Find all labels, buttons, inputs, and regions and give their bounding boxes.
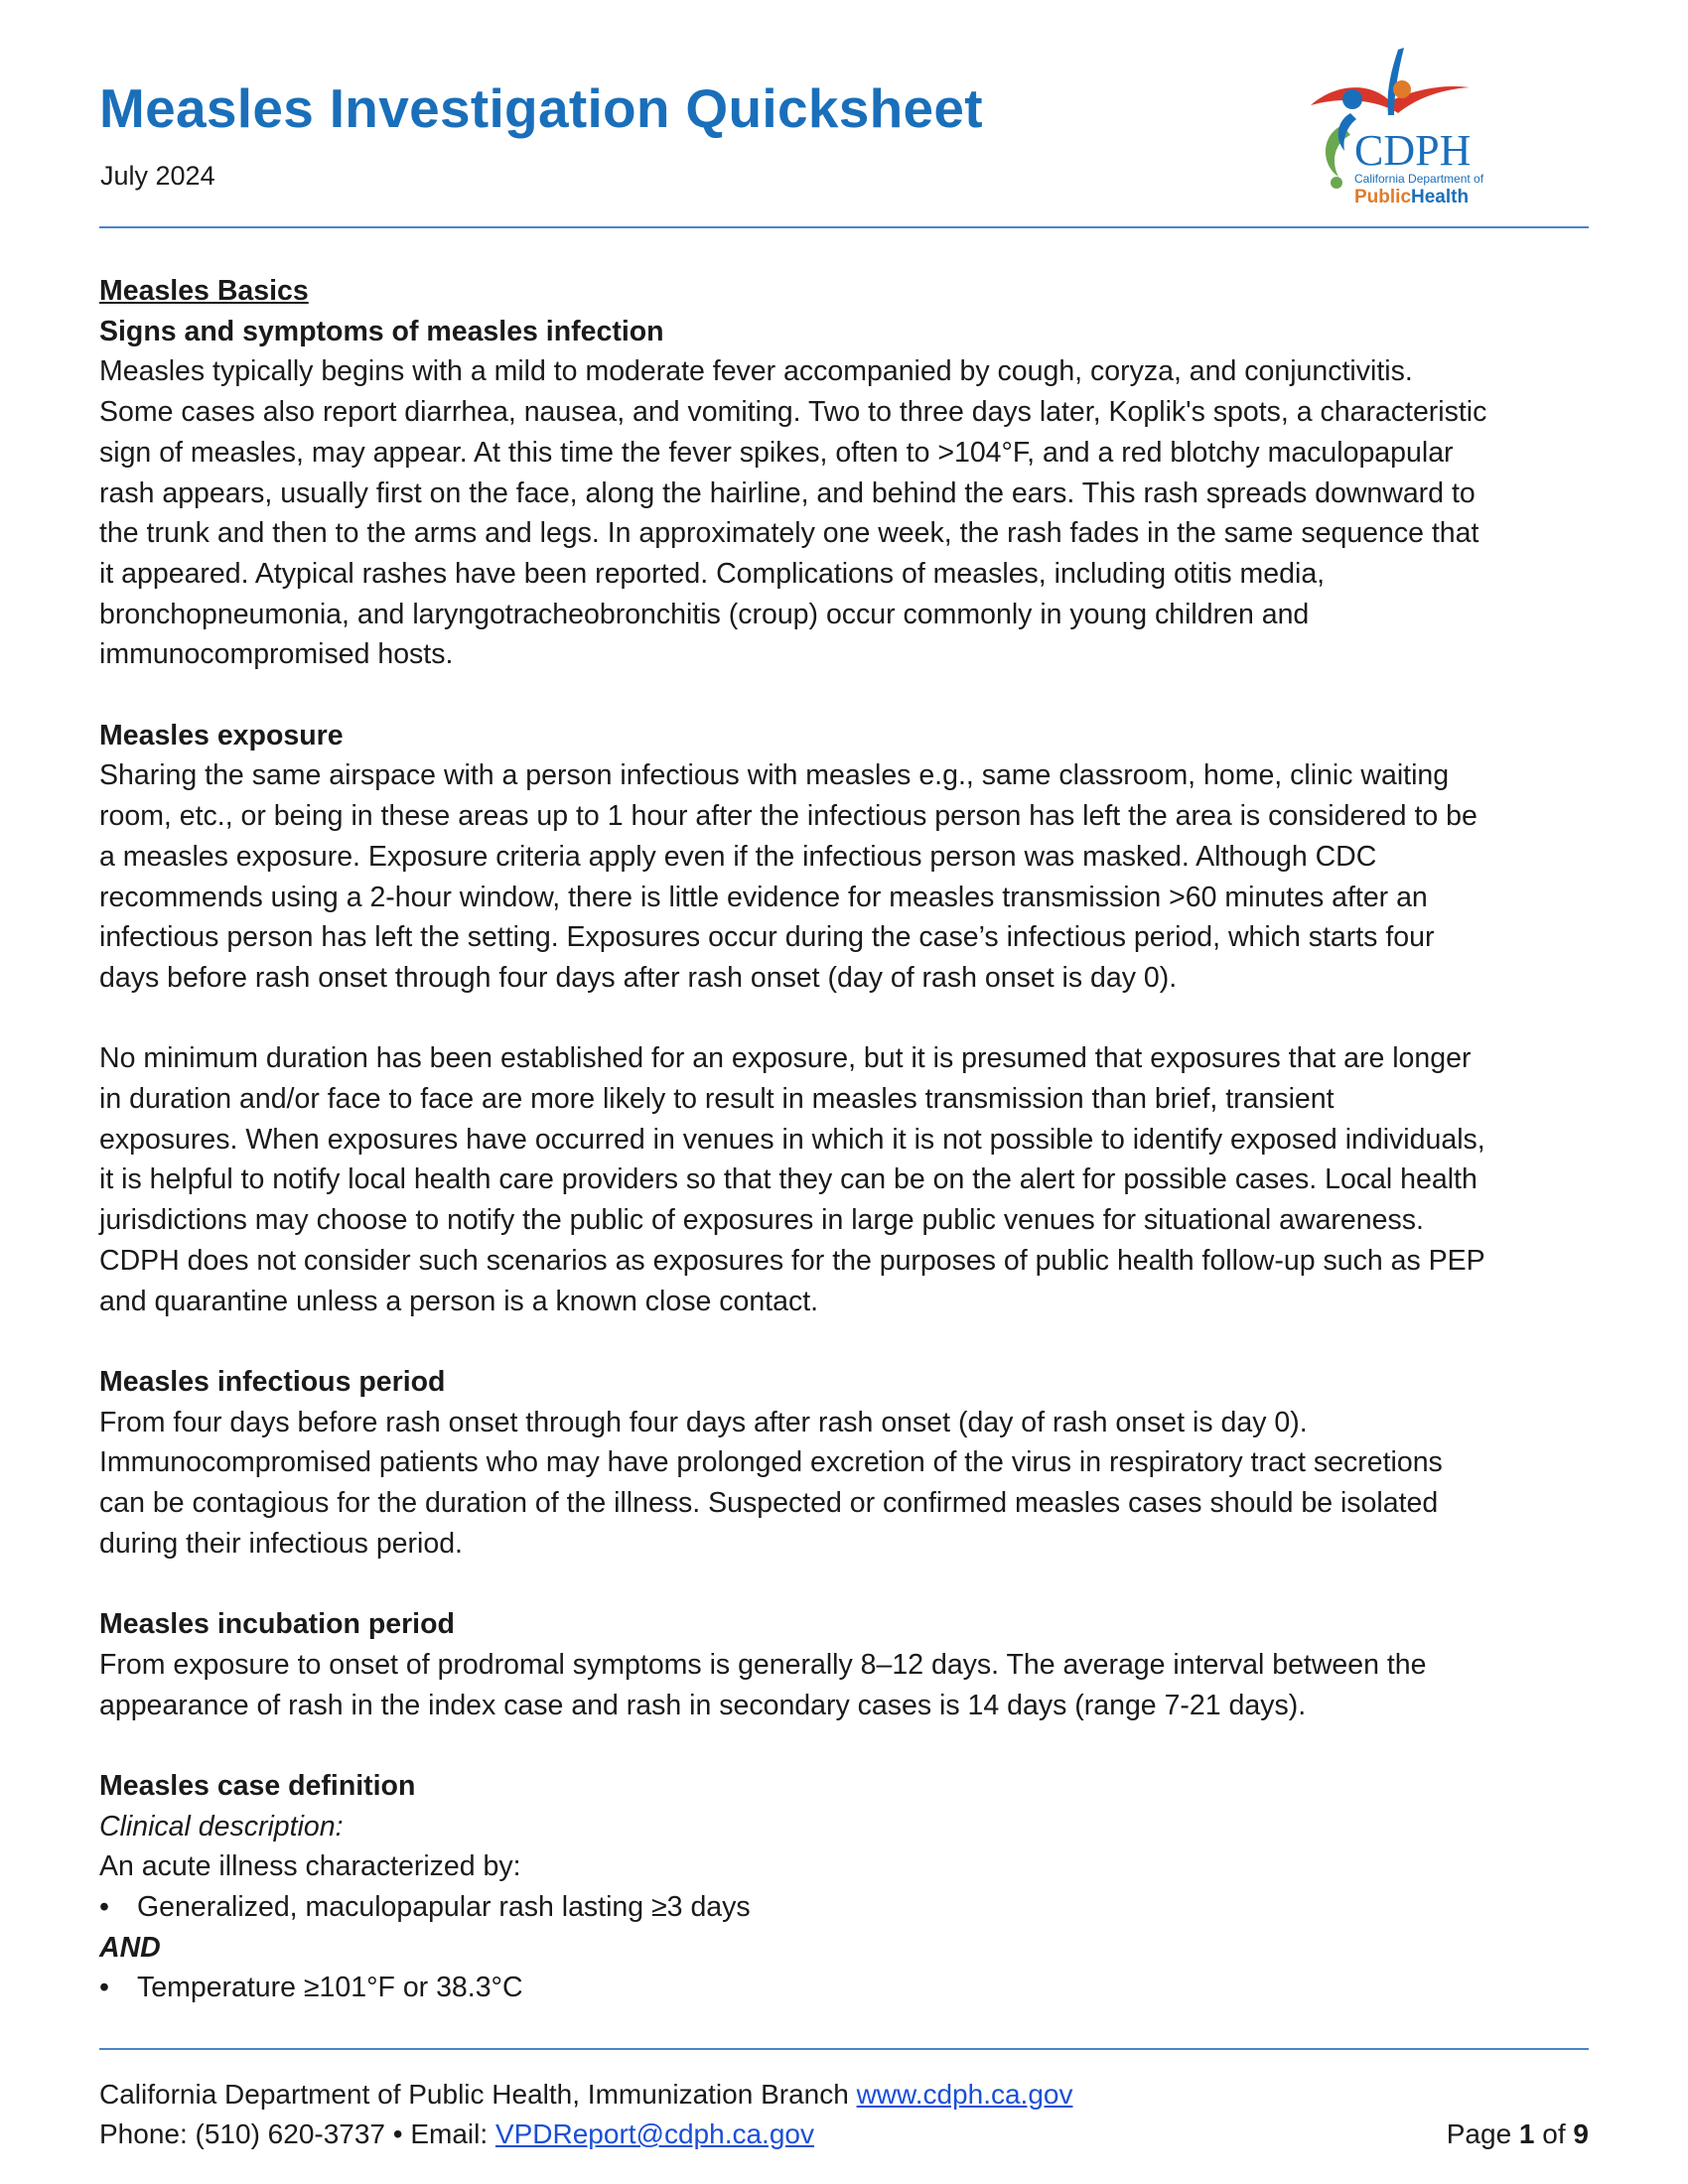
- and-connector: AND: [99, 1931, 161, 1964]
- cdph-logo: [1291, 44, 1509, 212]
- footer-divider: [99, 2048, 1589, 2050]
- exposure-duration-line: exposures. When exposures have occurred in venues in which it is not possible to identify exposed individuals,: [99, 1123, 1485, 1156]
- logo-health-word: Health: [1411, 187, 1470, 207]
- exposure-duration-line: No minimum duration has been established for an exposure, but it is presumed that exposures that are longer: [99, 1042, 1472, 1075]
- exposure-duration-line: in duration and/or face to face are more likely to result in measles transmission than brief, transient: [99, 1083, 1335, 1116]
- criteria-list: [99, 1968, 1589, 2008]
- exposure-duration-line: CDPH does not consider such scenarios as exposures for the purposes of public health follow-up such as PEP: [99, 1244, 1485, 1277]
- infectious-line: during their infectious period.: [99, 1527, 463, 1560]
- criteria-text: Temperature ≥101°F or 38.3°C: [137, 1972, 523, 2004]
- heading-exposure: Measles exposure: [99, 719, 344, 751]
- signs-line: immunocompromised hosts.: [99, 638, 454, 671]
- criteria-text: Generalized, maculopapular rash lasting ≥3 days: [137, 1891, 751, 1924]
- footer-phone-text: Phone: (510) 620-3737 • Email:: [99, 2118, 495, 2149]
- infectious-line: From four days before rash onset through four days after rash onset (day of rash onset is day 0).: [99, 1406, 1308, 1438]
- page-label: Page: [1446, 2118, 1519, 2149]
- exposure-duration-line: it is helpful to notify local health care providers so that they can be on the alert for possible cases. Local health: [99, 1163, 1477, 1196]
- page-current: 1: [1518, 2118, 1535, 2149]
- exposure-line: days before rash onset through four days after rash onset (day of rash onset is day 0).: [99, 961, 1178, 994]
- signs-line: Measles typically begins with a mild to moderate fever accompanied by cough, coryza, and conjunctivitis.: [99, 355, 1413, 388]
- exposure-line: room, etc., or being in these areas up to 1 hour after the infectious person has left the area is considered to be: [99, 800, 1477, 833]
- footer-org-line: [99, 2075, 1589, 2115]
- page-total: 9: [1573, 2118, 1589, 2149]
- heading-infectious-period: Measles infectious period: [99, 1365, 446, 1398]
- footer-contact-line: [99, 2115, 1589, 2154]
- logo-orange-head: [1393, 80, 1411, 98]
- infectious-line: can be contagious for the duration of the illness. Suspected or confirmed measles cases should be isolated: [99, 1487, 1439, 1520]
- document-date: July 2024: [100, 161, 215, 191]
- infectious-line: Immunocompromised patients who may have prolonged excretion of the virus in respiratory tract secretions: [99, 1446, 1443, 1479]
- logo-org-name: CDPH: [1354, 126, 1472, 175]
- logo-public-word: Public: [1354, 187, 1412, 207]
- header-divider: [99, 226, 1589, 228]
- paragraph-gap: [99, 675, 1589, 716]
- exposure-duration-line: jurisdictions may choose to notify the public of exposures in large public venues for situational awareness.: [99, 1204, 1424, 1237]
- logo-green-dot: [1331, 177, 1342, 189]
- incubation-line: From exposure to onset of prodromal symptoms is generally 8–12 days. The average interval between the: [99, 1648, 1427, 1681]
- incubation-line: appearance of rash in the index case and rash in secondary cases is 14 days (range 7-21 days).: [99, 1689, 1307, 1721]
- footer-org-text: California Department of Public Health, Immunization Branch: [99, 2079, 857, 2110]
- heading-incubation-period: Measles incubation period: [99, 1608, 455, 1641]
- logo-blue-head: [1342, 89, 1362, 109]
- signs-line: Some cases also report diarrhea, nausea, and vomiting. Two to three days later, Koplik's spots, a characteristic: [99, 396, 1487, 429]
- page-of: of: [1534, 2118, 1574, 2149]
- email-link[interactable]: VPDReport@cdph.ca.gov: [494, 2118, 814, 2149]
- paragraph-gap: [99, 999, 1589, 1039]
- clinical-intro: An acute illness characterized by:: [99, 1850, 521, 1883]
- website-link[interactable]: www.cdph.ca.gov: [856, 2079, 1073, 2110]
- signs-line: the trunk and then to the arms and legs. In approximately one week, the rash fades in the same sequence that: [99, 517, 1479, 550]
- logo-org-full: California Department of: [1354, 172, 1484, 186]
- document-body: [99, 271, 1589, 2008]
- logo-green-swirl: [1326, 125, 1350, 177]
- signs-line: bronchopneumonia, and laryngotracheobronchitis (croup) occur commonly in young children and: [99, 598, 1310, 630]
- section-title-basics: Measles Basics: [99, 275, 309, 307]
- signs-line: sign of measles, may appear. At this time the fever spikes, often to >104°F, and a red blotchy maculopapular: [99, 436, 1454, 469]
- exposure-line: a measles exposure. Exposure criteria apply even if the infectious person was masked. Although CDC: [99, 840, 1377, 873]
- exposure-line: Sharing the same airspace with a person infectious with measles e.g., same classroom, home, clinic waiting: [99, 759, 1450, 792]
- paragraph-gap: [99, 1725, 1589, 1766]
- page-footer: [99, 2075, 1589, 2154]
- bullet-icon: •: [99, 1972, 109, 2004]
- exposure-duration-line: and quarantine unless a person is a known close contact.: [99, 1285, 819, 1317]
- signs-line: rash appears, usually first on the face, along the hairline, and behind the ears. This rash spreads downward to: [99, 477, 1476, 509]
- bullet-icon: •: [99, 1891, 109, 1924]
- document-title: Measles Investigation Quicksheet: [99, 77, 983, 139]
- criteria-list: [99, 1887, 1589, 1928]
- paragraph-gap: [99, 1321, 1589, 1362]
- exposure-line: infectious person has left the setting. Exposures occur during the case’s infectious period, which starts four: [99, 921, 1435, 954]
- signs-line: it appeared. Atypical rashes have been reported. Complications of measles, including otitis media,: [99, 557, 1326, 590]
- heading-signs-symptoms: Signs and symptoms of measles infection: [99, 315, 664, 347]
- paragraph-gap: [99, 1564, 1589, 1604]
- criteria-item-rash: [99, 1887, 1589, 1928]
- clinical-description-label: Clinical description:: [99, 1810, 344, 1843]
- exposure-line: recommends using a 2-hour window, there is little evidence for measles transmission >60 minutes after an: [99, 881, 1428, 913]
- criteria-item-temperature: [99, 1968, 1589, 2008]
- heading-case-definition: Measles case definition: [99, 1769, 416, 1802]
- page-number: [1447, 2115, 1589, 2154]
- logo-public-health: [1354, 187, 1469, 207]
